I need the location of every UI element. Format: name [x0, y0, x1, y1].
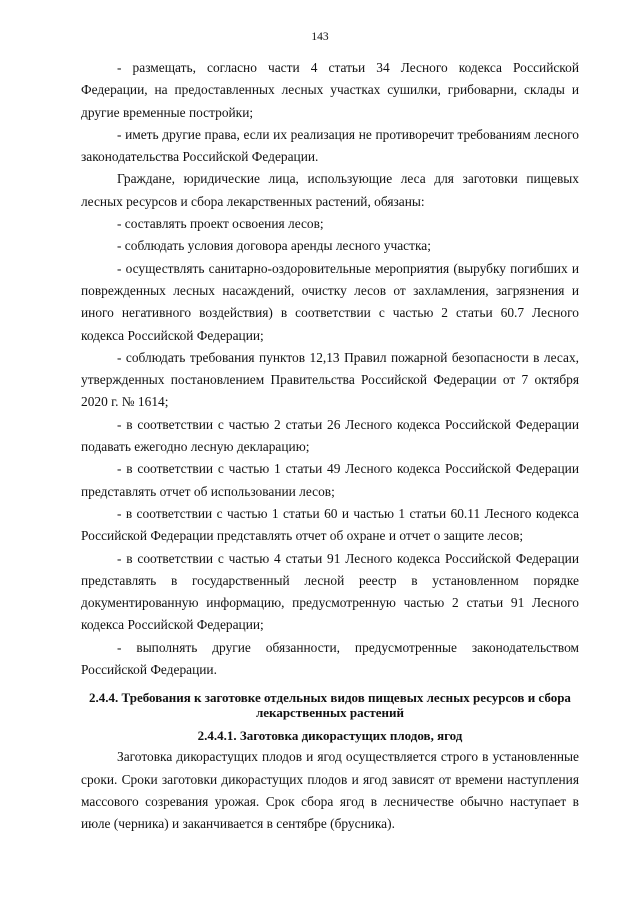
paragraph-obligation-sanitary: - осуществлять санитарно-оздоровительные мероприятия (вырубку погибших и поврежденных лесных насаждений, очистку лесов от захламления, загрязнения и иного негативного воздействия) в соответствии с частью 2 статьи 60.7 Лесного кодекса Российской Федерации;: [81, 260, 579, 343]
paragraph-obligation-forest-registry: - в соответствии с частью 4 статьи 91 Лесного кодекса Российской Федерации представлять в государственный лесной реестр в установленном порядке документированную информацию, предусмотренную частью 2 статьи 91 Лесного кодекса Российской Федерации;: [81, 550, 579, 633]
paragraph-right-other: - иметь другие права, если их реализация не противоречит требованиям лесного законодательства Российской Федерации.: [81, 126, 579, 165]
paragraph-obligation-project: - составлять проект освоения лесов;: [117, 216, 324, 232]
page-body: [81, 57, 579, 836]
section-heading: 2.4.4. Требования к заготовке отдельных видов пищевых лесных ресурсов и сбора лекарственных растений: [89, 690, 571, 721]
page-number: 143: [311, 31, 329, 43]
paragraph-obligation-other: - выполнять другие обязанности, предусмотренные законодательством Российской Федерации.: [81, 639, 579, 678]
subsection-heading: 2.4.4.1. Заготовка дикорастущих плодов, ягод: [197, 728, 463, 744]
paragraph-obligation-usage-report: - в соответствии с частью 1 статьи 49 Лесного кодекса Российской Федерации представлять отчет об использовании лесов;: [81, 461, 579, 499]
paragraph-obligation-protection-report: - в соответствии с частью 1 статьи 60 и частью 1 статьи 60.11 Лесного кодекса Российской Федерации представлять отчет об охране и отчет о защите лесов;: [81, 505, 579, 544]
paragraph-obligation-fire-safety: - соблюдать требования пунктов 12,13 Правил пожарной безопасности в лесах, утвержденных постановлением Правительства Российской Федерации от 7 октября 2020 г. № 1614;: [81, 349, 579, 410]
paragraph-berry-harvest: Заготовка дикорастущих плодов и ягод осуществляется строго в установленные сроки. Сроки заготовки дикорастущих плодов и ягод зависят от времени наступления массового созревания урожая. Срок сбора ягод в лесничестве обычно наступает в июле (черника) и заканчивается в сентябре (брусника).: [81, 749, 579, 832]
paragraph-obligation-lease-terms: - соблюдать условия договора аренды лесного участка;: [117, 238, 431, 254]
paragraph-obligation-declaration: - в соответствии с частью 2 статьи 26 Лесного кодекса Российской Федерации подавать ежегодно лесную декларацию;: [81, 416, 579, 455]
paragraph-right-drying-facilities: - размещать, согласно части 4 статьи 34 Лесного кодекса Российской Федерации, на предоставленных лесных участках сушилки, грибоварни, склады и другие временные постройки;: [81, 60, 579, 120]
paragraph-obligations-intro: Граждане, юридические лица, использующие леса для заготовки пищевых лесных ресурсов и сбора лекарственных растений, обязаны:: [81, 171, 579, 209]
